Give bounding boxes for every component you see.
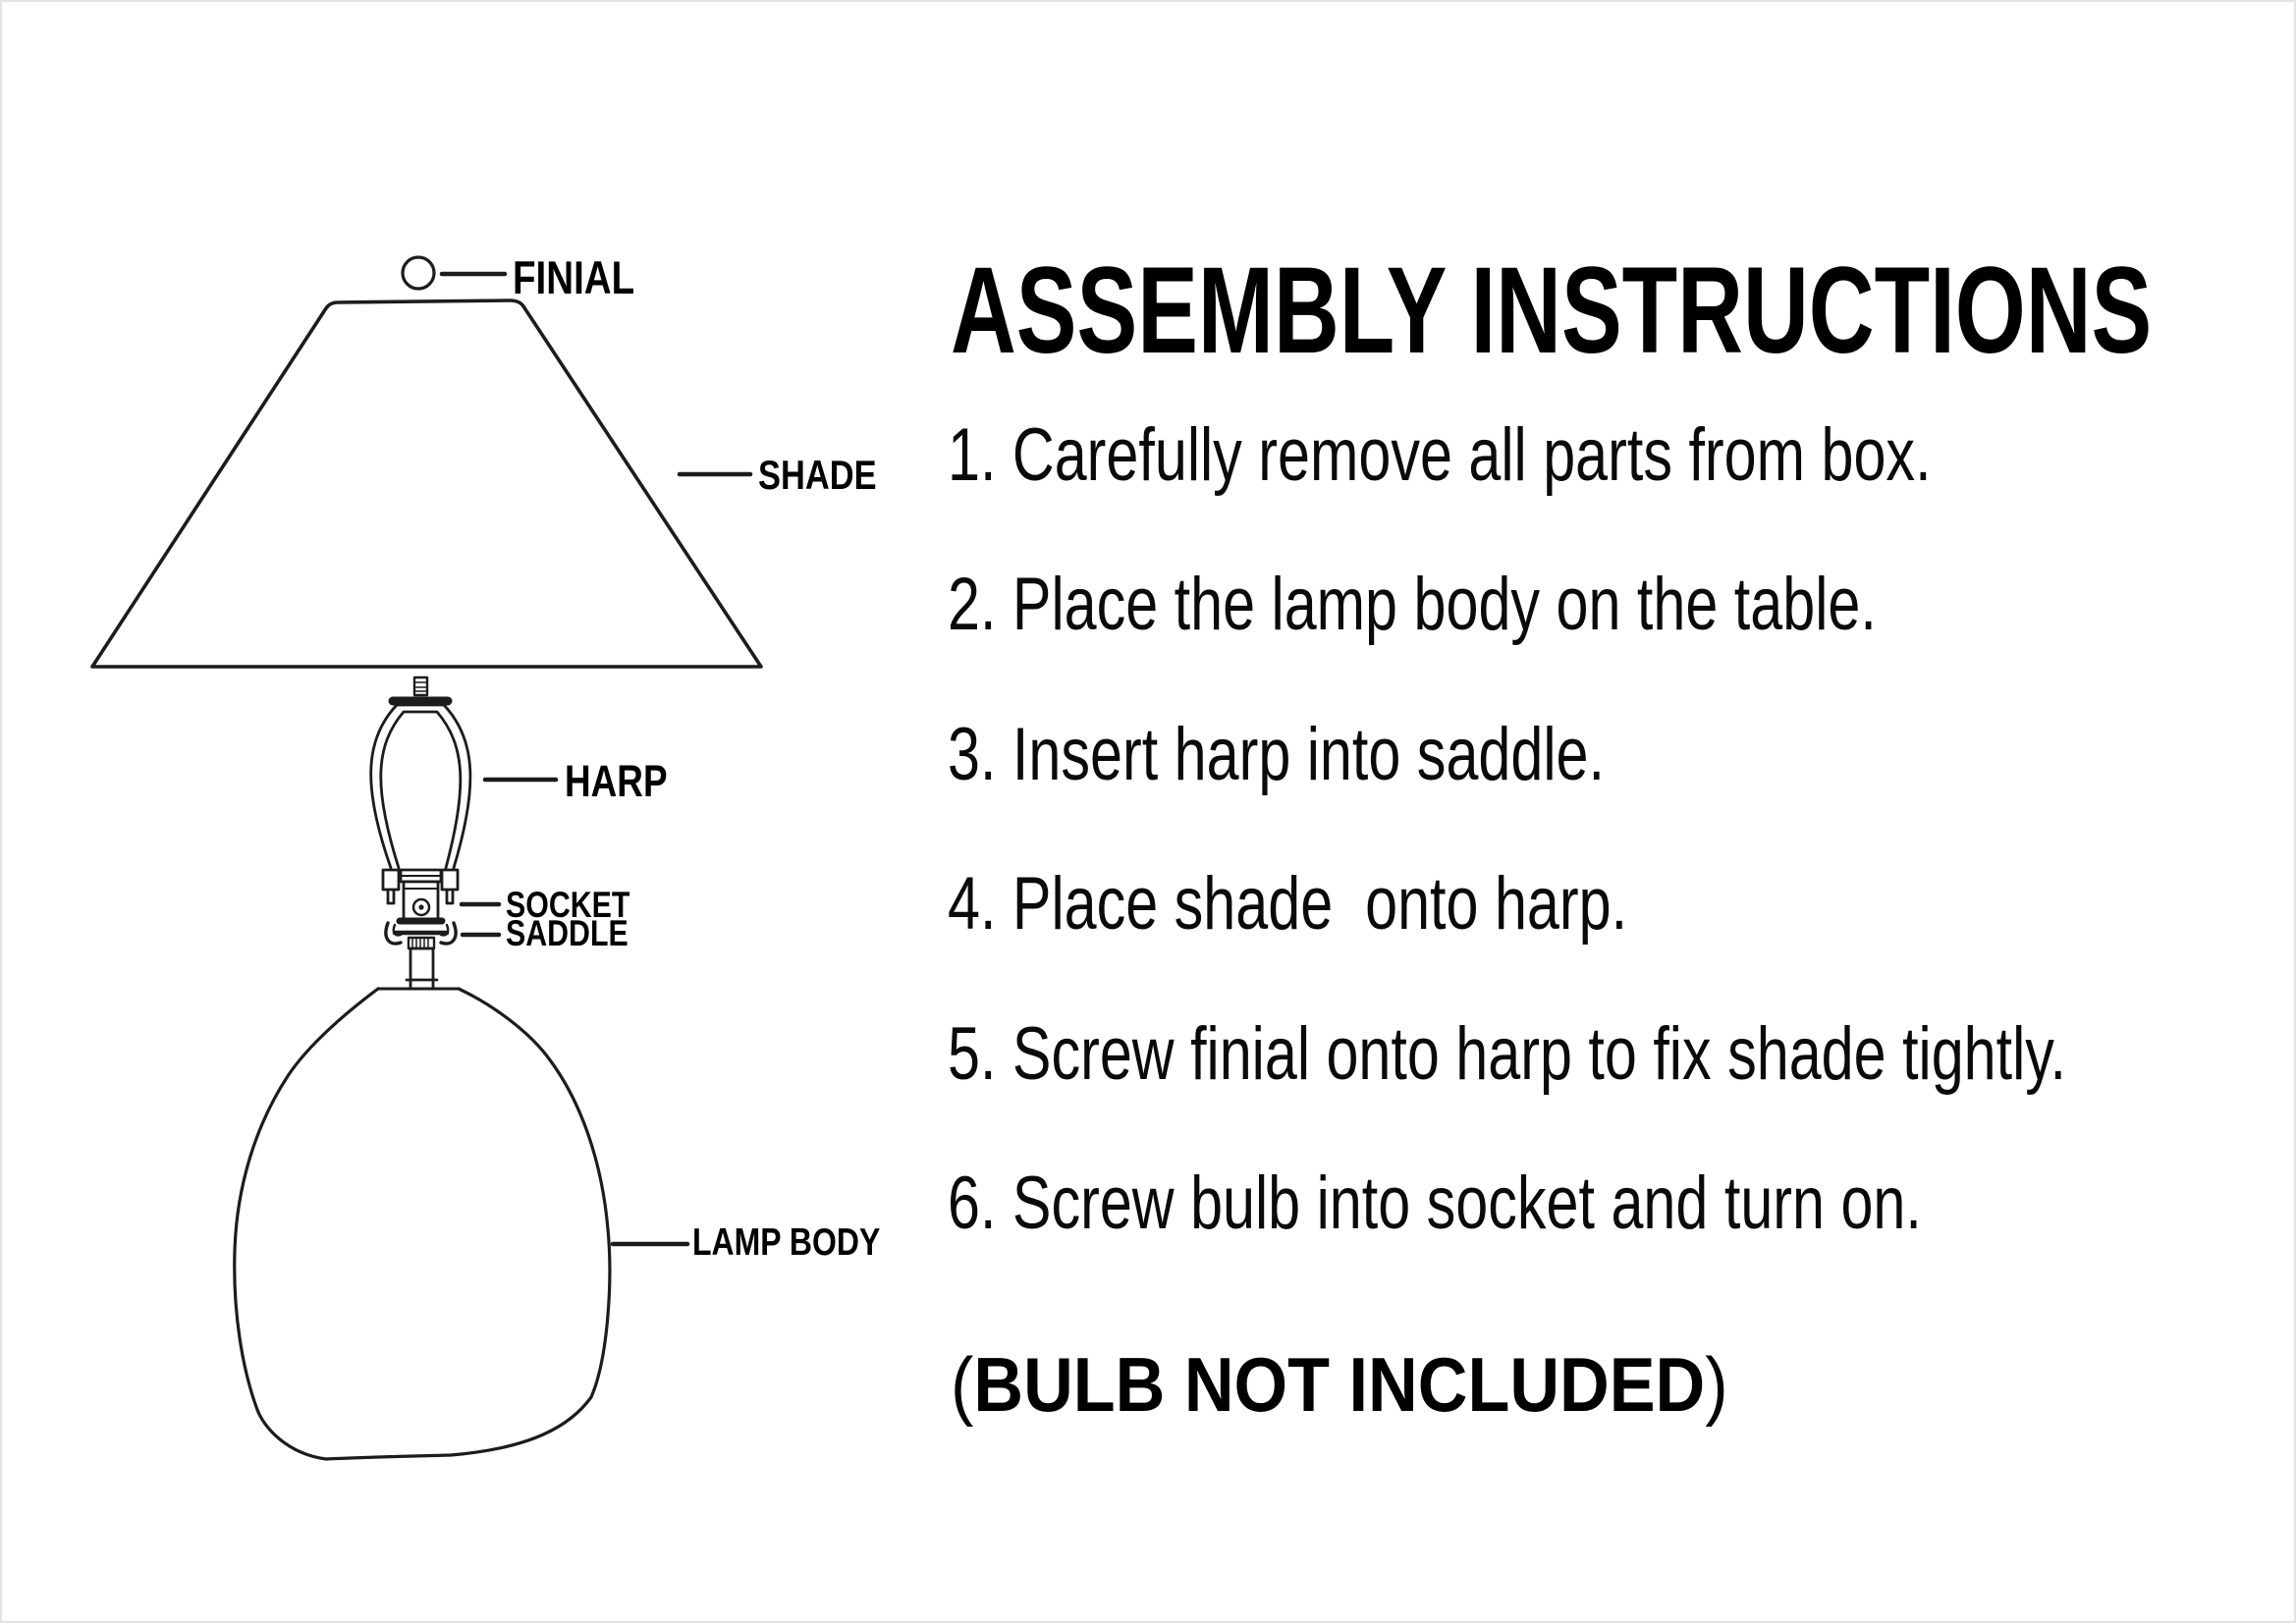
label-shade: SHADE xyxy=(758,452,877,498)
label-saddle: SADDLE xyxy=(506,913,629,953)
finial-drawing xyxy=(403,257,434,289)
label-finial: FINIAL xyxy=(513,251,635,303)
instruction-step-5: 5. Screw finial onto harp to fix shade tightly. xyxy=(948,1012,2067,1096)
label-socket: SOCKET xyxy=(506,885,630,925)
neck-thread-lines xyxy=(412,938,428,948)
finial-stud-drawing xyxy=(414,677,427,695)
label-lamp-body: LAMP BODY xyxy=(692,1221,881,1264)
instruction-step-2: 2. Place the lamp body on the table. xyxy=(948,563,1877,646)
bulb-note-open-paren: ( xyxy=(951,1341,974,1428)
socket-screw-dot xyxy=(418,904,423,909)
page-title: ASSEMBLY INSTRUCTIONS xyxy=(951,243,2153,379)
bulb-note xyxy=(951,1341,1728,1430)
bulb-note-text: BULB NOT INCLUDED xyxy=(973,1341,1706,1428)
bulb-note-close-paren: ) xyxy=(1705,1341,1728,1428)
instruction-step-6: 6. Screw bulb into socket and turn on. xyxy=(948,1162,1922,1245)
harp-ferrule-left xyxy=(383,870,399,903)
label-harp: HARP xyxy=(565,756,668,806)
harp-ferrule-right xyxy=(442,870,458,903)
lamp-body-outline xyxy=(235,989,610,1459)
harp-wire-outer xyxy=(371,705,470,868)
instruction-step-1: 1. Carefully remove all parts from box. xyxy=(948,413,1932,497)
neck-column xyxy=(407,948,437,987)
shade-drawing xyxy=(92,300,761,667)
instruction-step-3: 3. Insert harp into saddle. xyxy=(948,713,1605,796)
finial-stud-threads xyxy=(414,682,427,691)
harp-wire-inner xyxy=(381,712,461,868)
instruction-step-4: 4. Place shade onto harp. xyxy=(948,862,1628,946)
